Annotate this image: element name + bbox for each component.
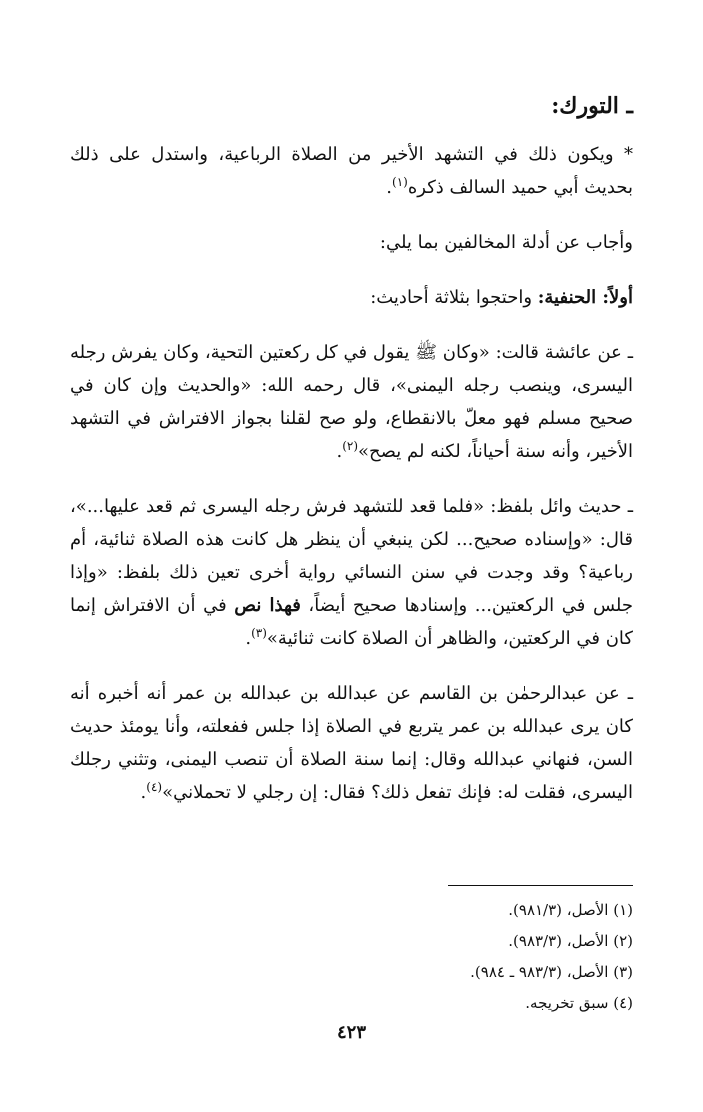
paragraph-5-text-2: في أن الافتراش إنما كان في الركعتين، والظاهر أن الصلاة كانت ثنائية» [70,595,633,649]
footnote-4: (٤) سبق تخريجه. [525,994,633,1012]
paragraph-4-end: . [336,441,343,462]
footnote-ref-4[interactable]: (٤) [146,780,163,794]
footnote-1: (١) الأصل، (٩٨١/٣). [508,901,633,919]
paragraph-5-bold: فهذا نص [234,595,301,616]
paragraph-4 [70,336,633,468]
footnote-ref-1[interactable]: (١) [392,175,408,189]
paragraph-1-end: . [386,177,392,198]
paragraph-1-text: * ويكون ذلك في التشهد الأخير من الصلاة الرباعية، واستدل على ذلك بحديث أبي حميد السالف ذكره [70,144,633,198]
footnote-divider [448,885,633,886]
page-number: ٤٢٣ [336,1022,366,1043]
footnote-ref-3[interactable]: (٣) [251,626,267,640]
paragraph-3 [70,281,633,314]
footnote-3: (٣) الأصل، (٩٨٣/٣ ـ ٩٨٤). [470,963,633,981]
paragraph-4-text: ـ عن عائشة قالت: «وكان ﷺ يقول في كل ركعتين التحية، وكان يفرش رجله اليسرى، وينصب رجله اليمنى»، قال رحمه الله: «والحديث وإن كان في صحيح مسلم فهو معلّ بالانقطاع، ولو صح لقلنا بجواز الافتراش في التشهد الأخير، وأنه سنة أحياناً، لكنه لم يصح» [70,342,633,462]
paragraph-3-text: واحتجوا بثلاثة أحاديث: [370,287,538,308]
paragraph-2: وأجاب عن أدلة المخالفين بما يلي: [379,232,633,253]
footnotes [70,895,633,1019]
section-heading: ـ التورك: [551,93,633,119]
paragraph-6-end: . [140,782,147,803]
paragraph-6 [70,677,633,809]
paragraph-6-text: ـ عن عبدالرحمٰن بن القاسم عن عبدالله بن عبدالله بن عمر أنه أخبره أنه كان يرى عبدالله بن عمر يتربع في الصلاة إذا جلس ففعلته، وأنا يومئذ حديث السن، فنهاني عبدالله وقال: إنما سنة الصلاة أن تنصب اليمنى، وتثني رجلك اليسرى، فقلت له: فإنك تفعل ذلك؟ فقال: إن رجلي لا تحملاني» [70,683,633,803]
subheading-hanafiyya: أولاً: الحنفية: [537,287,633,308]
paragraph-5 [70,490,633,655]
footnote-2: (٢) الأصل، (٩٨٣/٣). [508,932,633,950]
body-text [70,88,633,831]
footnote-ref-2[interactable]: (٢) [342,439,359,453]
paragraph-5-text-1: ـ حديث وائل بلفظ: «فلما قعد للتشهد فرش رجله اليسرى ثم قعد عليها...»، قال: «وإسناده صحيح... لكن ينبغي أن ينظر هل كانت هذه الصلاة ثنائية، أم رباعية؟ وقد وجدت في سنن النسائي رواية أخرى تعين ذلك بلفظ: «وإذا جلس في الركعتين... وإسنادها صحيح أيضاً، [70,496,633,616]
paragraph-5-end: . [245,628,252,649]
paragraph-1 [70,138,633,204]
